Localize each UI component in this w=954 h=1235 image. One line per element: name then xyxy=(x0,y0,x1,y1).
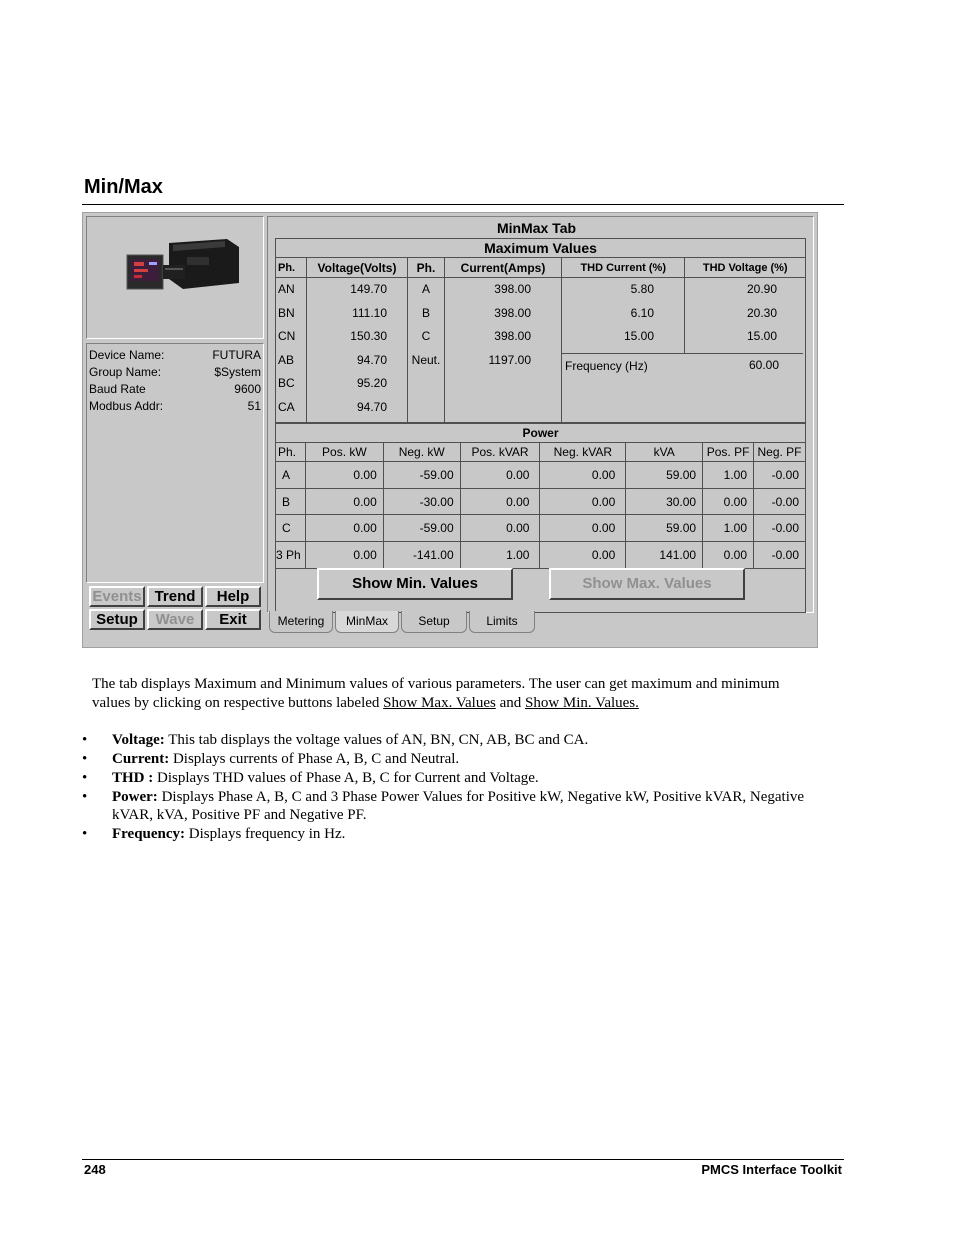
power-cell: -0.00 xyxy=(754,489,806,515)
description-paragraph xyxy=(92,675,832,713)
voltage-phase: BC xyxy=(278,376,295,390)
bullet-item: • Current: Displays currents of Phase A, B, C and Neutral. xyxy=(82,751,460,767)
thd-frequency-cell xyxy=(562,278,806,423)
bullet-term: THD : xyxy=(112,770,154,786)
section-heading: Min/Max xyxy=(84,176,163,198)
voltage-phase: AN xyxy=(278,282,295,296)
power-cell: 0.00 xyxy=(540,515,626,542)
current-phase: Neut. xyxy=(411,352,441,367)
heading-rule xyxy=(82,204,844,205)
meter-device-icon xyxy=(87,217,263,338)
voltage-value: 95.20 xyxy=(356,376,387,390)
power-cell: 0.00 xyxy=(460,489,540,515)
voltage-value: 111.10 xyxy=(352,305,387,320)
bullet-text: Displays Phase A, B, C and 3 Phase Power Values for Positive kW, Negative kW, Positive kVAR, Negative kVAR, kVA, Positive PF and Negative PF. xyxy=(112,789,805,823)
device-info-panel xyxy=(86,343,264,583)
thd-voltage-values xyxy=(685,278,803,354)
current-value-col xyxy=(445,278,562,423)
paragraph-line-1: The tab displays Maximum and Minimum values of various parameters. The user can get maximum and minimum xyxy=(92,676,780,692)
power-col-pos-pf: Pos. PF xyxy=(703,443,754,462)
voltage-value: 150.30 xyxy=(350,329,387,343)
power-cell: -59.00 xyxy=(383,462,460,489)
power-cell: 0.00 xyxy=(703,542,754,569)
current-phase-col xyxy=(408,278,445,423)
power-cell: 1.00 xyxy=(703,462,754,489)
power-col-pos-kw: Pos. kW xyxy=(305,443,383,462)
bullet-text: Displays THD values of Phase A, B, C for Current and Voltage. xyxy=(153,770,539,786)
bullet-item: • Voltage: This tab displays the voltage values of AN, BN, CN, AB, BC and CA. xyxy=(82,732,589,748)
bullet-text: Displays frequency in Hz. xyxy=(185,826,346,842)
col-current: Current(Amps) xyxy=(445,258,562,278)
panel-title: MinMax Tab xyxy=(496,220,577,236)
power-cell: 141.00 xyxy=(626,542,703,569)
device-name-value: FUTURA xyxy=(212,348,261,362)
voltage-phase: BN xyxy=(278,305,295,320)
power-title: Power xyxy=(276,424,806,443)
power-cell: -0.00 xyxy=(754,462,806,489)
power-cell: -30.00 xyxy=(383,489,460,515)
tab-minmax[interactable]: MinMax xyxy=(335,611,399,633)
current-value: 398.00 xyxy=(494,282,531,296)
wave-button[interactable]: Wave xyxy=(147,609,203,630)
power-col-kva: kVA xyxy=(626,443,703,462)
current-phase: C xyxy=(421,329,431,343)
voltage-phase: AB xyxy=(278,352,295,367)
trend-button[interactable]: Trend xyxy=(147,586,203,607)
baud-rate-value: 9600 xyxy=(234,382,261,396)
device-name-label: Device Name: xyxy=(89,348,165,362)
power-cell: 0.00 xyxy=(540,542,626,569)
thd-voltage-value: 20.30 xyxy=(746,305,777,320)
baud-rate-row xyxy=(89,382,261,398)
events-button[interactable]: Events xyxy=(89,586,145,607)
group-name-value: $System xyxy=(214,365,261,379)
power-cell: 0.00 xyxy=(305,542,383,569)
power-cell: 0.00 xyxy=(305,462,383,489)
show-max-values-link[interactable]: Show Max. Values xyxy=(383,695,496,711)
paragraph-and: and xyxy=(495,695,525,711)
power-cell: -59.00 xyxy=(383,515,460,542)
power-cell: 0.00 xyxy=(703,489,754,515)
tab-setup[interactable]: Setup xyxy=(401,611,467,633)
power-cell: 0.00 xyxy=(460,515,540,542)
thd-voltage-value: 20.90 xyxy=(746,282,777,296)
voltage-value: 94.70 xyxy=(356,399,387,414)
setup-button[interactable]: Setup xyxy=(89,609,145,630)
tab-metering[interactable]: Metering xyxy=(269,611,333,633)
power-cell: 59.00 xyxy=(626,462,703,489)
power-col-pos-kvar: Pos. kVAR xyxy=(460,443,540,462)
thd-current-value: 6.10 xyxy=(630,305,654,320)
group-name-row xyxy=(89,365,261,381)
power-cell: -0.00 xyxy=(754,542,806,569)
show-min-values-button[interactable]: Show Min. Values xyxy=(317,568,513,600)
bullet-term: Voltage: xyxy=(112,732,165,748)
tab-limits[interactable]: Limits xyxy=(469,611,535,633)
power-cell: 30.00 xyxy=(626,489,703,515)
paragraph-text-2: values by clicking on respective buttons labeled xyxy=(92,695,384,711)
col-ph-voltage: Ph. xyxy=(276,258,307,278)
maximum-values-table xyxy=(275,238,806,423)
bullet-list xyxy=(82,731,847,844)
minmax-panel xyxy=(267,216,814,613)
power-row-ph: B xyxy=(276,489,306,515)
power-cell: 1.00 xyxy=(460,542,540,569)
current-value: 1197.00 xyxy=(488,352,531,367)
bullet-term: Power: xyxy=(112,789,158,805)
voltage-value: 149.70 xyxy=(350,282,387,296)
app-screenshot xyxy=(82,212,818,648)
current-phase: B xyxy=(421,305,430,320)
voltage-phase: CN xyxy=(278,329,296,343)
bullet-item: • Power: Displays Phase A, B, C and 3 Phase Power Values for Positive kW, Negative kW, Positive kVAR, Negative kVAR, kVA, Positive PF and Negative PF. xyxy=(82,789,805,823)
page-number: 248 xyxy=(84,1162,106,1177)
power-col-ph: Ph. xyxy=(276,443,306,462)
col-thd-voltage: THD Voltage (%) xyxy=(685,258,806,278)
power-cell: 1.00 xyxy=(703,515,754,542)
frequency-label: Frequency (Hz) xyxy=(565,359,648,373)
paragraph-line-2 xyxy=(92,694,832,713)
current-value: 398.00 xyxy=(494,329,531,343)
bullet-item: • Frequency: Displays frequency in Hz. xyxy=(82,826,346,842)
power-col-neg-pf: Neg. PF xyxy=(754,443,806,462)
modbus-addr-row xyxy=(89,399,261,415)
power-cell: -0.00 xyxy=(754,515,806,542)
thd-current-value: 5.80 xyxy=(630,282,654,296)
voltage-phase-col xyxy=(276,278,307,423)
power-cell: 0.00 xyxy=(540,489,626,515)
frequency-value: 60.00 xyxy=(748,358,779,372)
show-min-values-link[interactable]: Show Min. Values. xyxy=(524,695,639,711)
maximum-values-title: Maximum Values xyxy=(276,239,806,258)
power-col-neg-kw: Neg. kW xyxy=(383,443,460,462)
modbus-addr-label: Modbus Addr: xyxy=(89,399,164,413)
col-voltage: Voltage(Volts) xyxy=(307,258,408,278)
col-ph-current: Ph. xyxy=(408,258,445,278)
power-row-ph: A xyxy=(276,462,306,489)
thd-voltage-value: 15.00 xyxy=(746,329,777,343)
voltage-value-col xyxy=(307,278,408,423)
power-row-ph: C xyxy=(276,515,306,542)
group-name-label: Group Name: xyxy=(89,365,162,379)
thd-current-value: 15.00 xyxy=(623,329,654,343)
bullet-item: • THD : Displays THD values of Phase A, B, C for Current and Voltage. xyxy=(82,770,539,786)
current-phase: A xyxy=(421,282,430,296)
bullet-term: Frequency: xyxy=(112,826,186,842)
power-row-ph: 3 Ph xyxy=(276,542,306,569)
bullet-text: Displays currents of Phase A, B, C and Neutral. xyxy=(169,751,460,767)
current-value: 398.00 xyxy=(494,305,531,320)
power-col-neg-kvar: Neg. kVAR xyxy=(540,443,626,462)
voltage-phase: CA xyxy=(278,399,295,414)
bullet-term: Current: xyxy=(112,751,170,767)
power-cell: 0.00 xyxy=(305,489,383,515)
show-max-values-button[interactable]: Show Max. Values xyxy=(549,568,745,600)
modbus-addr-value: 51 xyxy=(247,399,261,413)
exit-button[interactable]: Exit xyxy=(205,609,261,630)
device-image-panel xyxy=(86,216,264,339)
power-cell: 0.00 xyxy=(540,462,626,489)
footer-rule xyxy=(82,1159,844,1160)
help-button[interactable]: Help xyxy=(205,586,261,607)
power-cell: 0.00 xyxy=(460,462,540,489)
footer-title: PMCS Interface Toolkit xyxy=(701,1162,842,1177)
voltage-value: 94.70 xyxy=(356,352,387,367)
power-cell: 0.00 xyxy=(305,515,383,542)
bullet-text: This tab displays the voltage values of AN, BN, CN, AB, BC and CA. xyxy=(164,732,589,748)
baud-rate-label: Baud Rate xyxy=(89,382,146,396)
power-cell: 59.00 xyxy=(626,515,703,542)
device-name-row xyxy=(89,348,261,364)
power-cell: -141.00 xyxy=(383,542,460,569)
thd-current-values xyxy=(562,278,685,354)
col-thd-current: THD Current (%) xyxy=(562,258,685,278)
